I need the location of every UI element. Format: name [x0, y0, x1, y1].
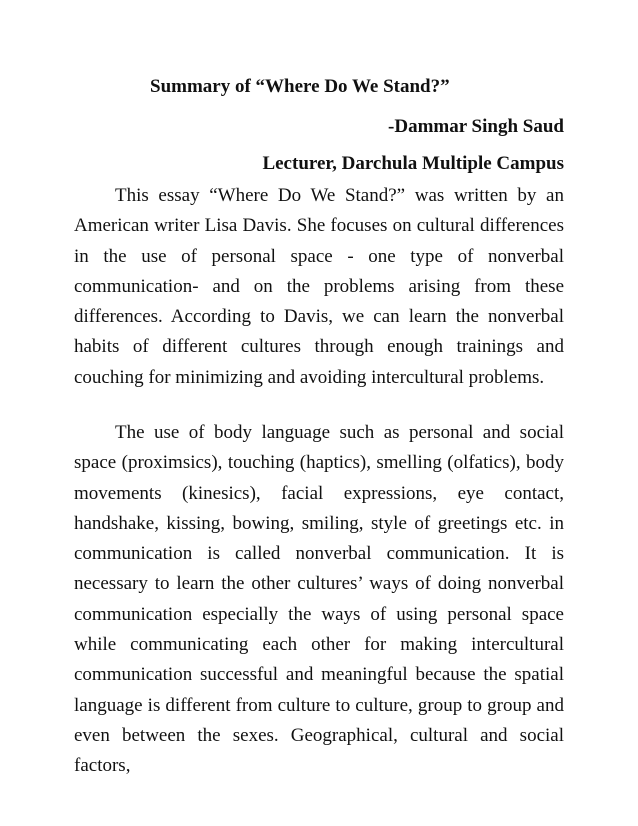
document-title: Summary of “Where Do We Stand?” [150, 76, 450, 97]
author-affiliation: Lecturer, Darchula Multiple Campus [262, 153, 564, 174]
paragraph-2: The use of body language such as personal and social space (proximsics), touching (haptics), smelling (olfatics), body movements (kinesics), facial expressions, eye contact, handshake, kissing, bowing, smiling, style of greetings etc. in communication is called nonverbal communication. It is necessary to learn the other cultures’ ways of doing nonverbal communication especially the ways of using personal space while communicating each other for making intercultural communication successful and meaningful because the spatial language is different from culture to culture, group to group and even between the sexes. Geographical, cultural and social factors, [74, 422, 564, 777]
author-name: -Dammar Singh Saud [388, 116, 564, 137]
paragraph-1: This essay “Where Do We Stand?” was written by an American writer Lisa Davis. She focuses on cultural differences in the use of personal space - one type of nonverbal communication- and on the problems arising from these differences. According to Davis, we can learn the nonverbal habits of different cultures through enough trainings and couching for minimizing and avoiding intercultural problems. [74, 185, 564, 388]
